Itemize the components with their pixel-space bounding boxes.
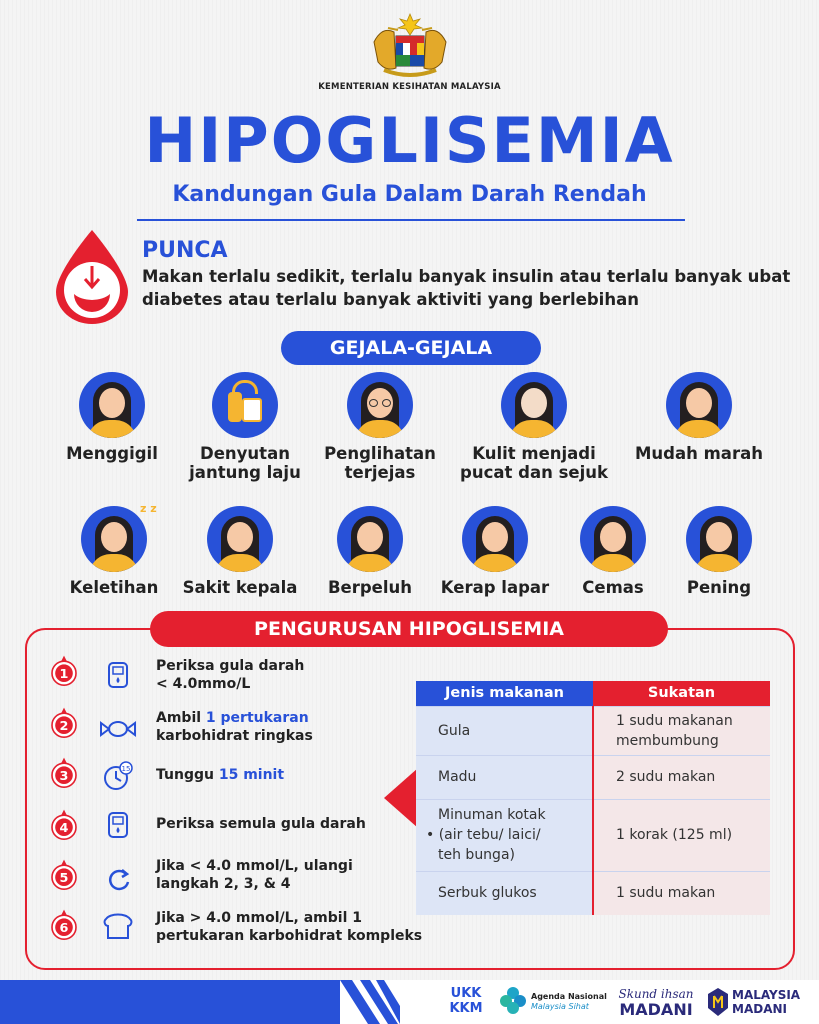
pale-skin-woman-icon [501, 372, 567, 438]
food-table [416, 681, 770, 915]
step-number: 1 [59, 667, 69, 682]
symptom-label: Keletihan [69, 578, 159, 597]
angry-woman-icon [666, 372, 732, 438]
symptom-label: Sakit kepala [182, 578, 298, 597]
symptom-label: Menggigil [66, 444, 158, 463]
blurred-vision-woman-icon [347, 372, 413, 438]
food-cell: Minuman kotak • (air tebu/ laici/ teh bunga) [416, 799, 593, 871]
malaysia-coat-of-arms [370, 12, 450, 80]
zzz-icon: z z [140, 502, 157, 515]
step-number: 2 [59, 719, 69, 734]
measure-cell: 1 sudu makanan membumbung [593, 706, 770, 755]
agenda-nasional-logo: Agenda Nasional Malaysia Sihat [531, 992, 607, 1011]
ukk-kkm-logo: UKK KKM [449, 986, 483, 1016]
svg-text:15: 15 [121, 765, 131, 773]
step-2 [48, 706, 80, 742]
symptom-penglihatan [310, 372, 450, 482]
table-row [416, 706, 770, 755]
symptom-menggigil [42, 372, 182, 463]
timer-15-icon [102, 760, 134, 792]
symptom-keletihan [44, 502, 184, 597]
step-5 [48, 858, 80, 894]
step-number-drop-icon [48, 808, 80, 840]
glucometer-icon [104, 660, 134, 690]
step-3 [48, 756, 80, 792]
step-number: 6 [59, 921, 69, 936]
measure-cell: 1 korak (125 ml) [593, 799, 770, 871]
malaysia-sihat-flower-icon [498, 984, 528, 1016]
table-row [416, 871, 770, 915]
step-number-drop-icon [48, 756, 80, 788]
pengurusan-heading: PENGURUSAN HIPOGLISEMIA [150, 611, 668, 647]
sweating-woman-icon [337, 506, 403, 572]
step-number: 5 [59, 871, 69, 886]
food-cell: Madu [416, 755, 593, 799]
step-number: 4 [59, 821, 69, 836]
measure-cell: 1 sudu makan [593, 871, 770, 915]
candy-icon [98, 714, 138, 744]
step-3-text: Tunggu 15 minit [156, 767, 285, 783]
table-pointer-arrow [384, 768, 418, 828]
symptom-label: Berpeluh [327, 578, 413, 597]
table-header-measure: Sukatan [593, 681, 770, 706]
step-5-text: Jika < 4.0 mmol/L, ulangi langkah 2, 3, & 4 [156, 858, 353, 892]
step-number: 3 [59, 769, 69, 784]
footer-stripes [0, 980, 400, 1024]
table-header-food: Jenis makanan [416, 681, 593, 706]
step-number-drop-icon [48, 706, 80, 738]
malaysia-madani-logo: MALAYSIA MADANI [732, 988, 801, 1016]
symptom-label: Denyutan jantung laju [189, 444, 301, 482]
symptom-mudah-marah [624, 372, 774, 463]
glucometer-icon [104, 810, 134, 840]
step-number-drop-icon [48, 654, 80, 686]
tired-woman-icon [81, 506, 147, 572]
headache-woman-icon [207, 506, 273, 572]
step-number-drop-icon [48, 908, 80, 940]
measure-cell: 2 sudu makan [593, 755, 770, 799]
step-1-text: Periksa gula darah < 4.0mmo/L [156, 658, 305, 692]
symptom-sakit-kepala [170, 506, 310, 597]
symptom-pening [649, 506, 789, 597]
symptom-berpeluh [300, 506, 440, 597]
symptom-kulit [449, 372, 619, 482]
food-cell: Gula [416, 706, 593, 755]
title-divider [137, 219, 685, 221]
shivering-woman-icon [79, 372, 145, 438]
anxious-woman-icon [580, 506, 646, 572]
step-1 [48, 654, 80, 690]
dizzy-woman-icon [686, 506, 752, 572]
step-2-text: Ambil 1 pertukaran karbohidrat ringkas [156, 710, 313, 744]
punca-text: Makan terlalu sedikit, terlalu banyak insulin atau terlalu banyak ubat diabetes atau terlalu banyak aktiviti yang berlebihan [142, 267, 791, 309]
step-4-text: Periksa semula gula darah [156, 816, 366, 832]
page-subtitle: Kandungan Gula Dalam Darah Rendah [172, 182, 647, 207]
symptom-denyutan [175, 372, 315, 482]
step-6-text: Jika > 4.0 mmol/L, ambil 1 pertukaran karbohidrat kompleks [156, 910, 423, 944]
symptom-label: Kulit menjadi pucat dan sejuk [460, 444, 608, 482]
step-6 [48, 908, 80, 944]
gejala-heading: GEJALA-GEJALA [281, 331, 541, 365]
symptom-label: Kerap lapar [440, 578, 550, 597]
symptom-label: Mudah marah [635, 444, 763, 463]
hungry-woman-icon [462, 506, 528, 572]
repeat-arrow-icon [104, 864, 134, 894]
bread-icon [102, 912, 134, 942]
heart-rate-monitor-icon [212, 372, 278, 438]
blood-drop-down-arrow-icon [50, 228, 134, 324]
skund-ihsan-madani-logo: Skund ihsan MADANI [618, 987, 694, 1019]
symptom-label: Pening [686, 578, 752, 597]
step-4 [48, 808, 80, 844]
malaysia-madani-emblem-icon [706, 986, 730, 1018]
symptom-label: Penglihatan terjejas [324, 444, 436, 482]
step-number-drop-icon [48, 858, 80, 890]
ministry-name: KEMENTERIAN KESIHATAN MALAYSIA [318, 82, 501, 92]
symptom-label: Cemas [582, 578, 644, 597]
table-row [416, 755, 770, 799]
page-title: HIPOGLISEMIA [144, 104, 675, 177]
food-cell: Serbuk glukos [416, 871, 593, 915]
punca-heading: PUNCA [142, 238, 228, 263]
table-row [416, 799, 770, 871]
